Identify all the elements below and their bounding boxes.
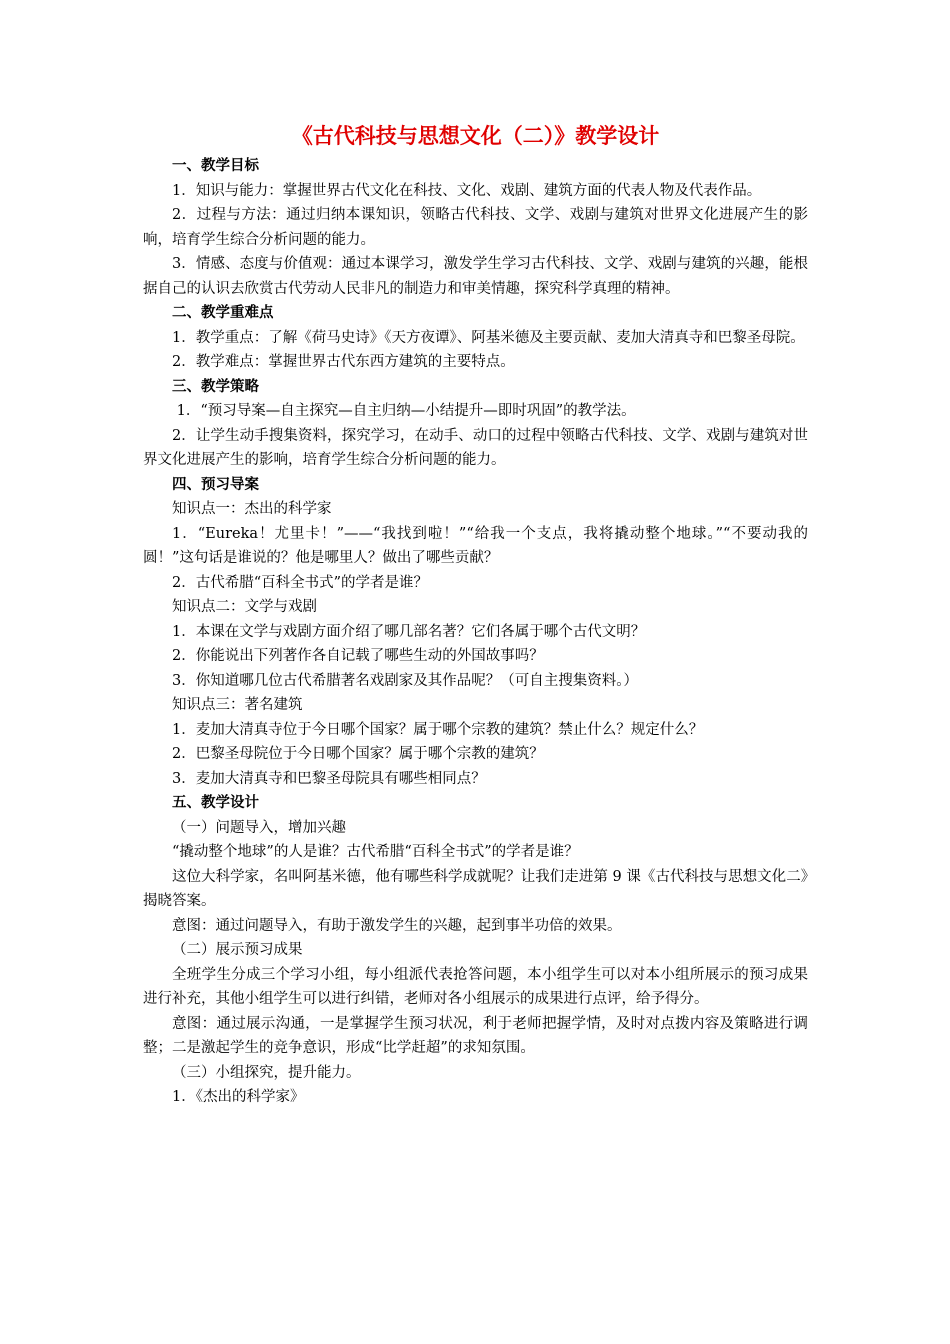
question: 3．麦加大清真寺和巴黎圣母院具有哪些相同点？	[172, 770, 486, 787]
section-heading-design: 五、教学设计	[172, 795, 259, 811]
paragraph: 全班学生分成三个学习小组，每小组派代表抢答问题，本小组学生可以对本小组所展示的预习成果进行补充，其他小组学生可以进行纠错，老师对各小组展示的成果进行点评，给予得分。	[143, 966, 808, 1007]
paragraph: 1．知识与能力：掌握世界古代文化在科技、文化、戏剧、建筑方面的代表人物及代表作品。	[172, 182, 762, 199]
subsection-heading: （二）展示预习成果	[172, 942, 303, 958]
paragraph: 1．教学重点：了解《荷马史诗》《天方夜谭》、阿基米德及主要贡献、麦加大清真寺和巴黎圣母院。	[172, 329, 805, 346]
question: 3．你知道哪几位古代希腊著名戏剧家及其作品呢？（可自主搜集资料。）	[172, 672, 638, 689]
section-heading-objectives: 一、教学目标	[172, 158, 259, 174]
question: 2．古代希腊“百科全书式”的学者是谁？	[172, 574, 429, 591]
knowledge-point-heading: 知识点三：著名建筑	[172, 697, 303, 713]
paragraph: 意图：通过展示沟通，一是掌握学生预习状况，利于老师把握学情，及时对点拨内容及策略进行调整；二是激起学生的竞争意识，形成“比学赶超”的求知氛围。	[143, 1015, 808, 1056]
question: 2．巴黎圣母院位于今日哪个国家？属于哪个宗教的建筑？	[172, 746, 544, 762]
paragraph: 2．过程与方法：通过归纳本课知识，领略古代科技、文学、戏剧与建筑对世界文化进展产生的影响，培育学生综合分析问题的能力。	[143, 207, 808, 248]
question: 1．麦加大清真寺位于今日哪个国家？属于哪个宗教的建筑？禁止什么？规定什么？	[172, 721, 704, 738]
paragraph: 这位大科学家，名叫阿基米德，他有哪些科学成就呢？让我们走进第 9 课《古代科技与思想文化二》揭晓答案。	[143, 868, 808, 909]
subsection-heading: （三）小组探究，提升能力。	[172, 1064, 361, 1081]
question: 2．你能说出下列著作各自记载了哪些生动的外国故事吗？	[172, 648, 544, 664]
paragraph: 2．让学生动手搜集资料，探究学习，在动手、动口的过程中领略古代科技、文学、戏剧与建筑对世界文化进展产生的影响，培育学生综合分析问题的能力。	[143, 427, 808, 468]
document-page	[143, 122, 808, 1110]
knowledge-point-heading: 知识点二：文学与戏剧	[172, 599, 317, 615]
subsection-heading: （一）问题导入，增加兴趣	[172, 819, 346, 836]
question: 1．“Eureka！尤里卡！”——“我找到啦！”“给我一个支点，我将撬动整个地球。”“不要动我的圆！”这句话是谁说的？他是哪里人？做出了哪些贡献？	[143, 525, 808, 566]
question: 1．本课在文学与戏剧方面介绍了哪几部名著？它们各属于哪个古代文明？	[172, 623, 646, 640]
paragraph: 2．教学难点：掌握世界古代东西方建筑的主要特点。	[172, 354, 515, 370]
section-heading-preview: 四、预习导案	[172, 476, 259, 493]
document-title: 《古代科技与思想文化（二）》教学设计	[291, 124, 660, 148]
section-heading-strategy: 三、教学策略	[172, 378, 259, 395]
paragraph: 意图：通过问题导入，有助于激发学生的兴趣，起到事半功倍的效果。	[172, 917, 622, 934]
knowledge-point-heading: 知识点一：杰出的科学家	[172, 501, 332, 517]
section-heading-key-points: 二、教学重难点	[172, 305, 274, 321]
paragraph: 1．“预习导案—自主探究—自主归纳—小结提升—即时巩固”的教学法。	[172, 403, 636, 419]
paragraph: 3．情感、态度与价值观：通过本课学习，激发学生学习古代科技、文学、戏剧与建筑的兴趣，能根据自己的认识去欣赏古代劳动人民非凡的制造力和审美情趣，探究科学真理的精神。	[143, 256, 808, 297]
paragraph: “撬动整个地球”的人是谁？古代希腊“百科全书式”的学者是谁？	[172, 844, 579, 860]
paragraph: 1．《杰出的科学家》	[172, 1089, 305, 1105]
